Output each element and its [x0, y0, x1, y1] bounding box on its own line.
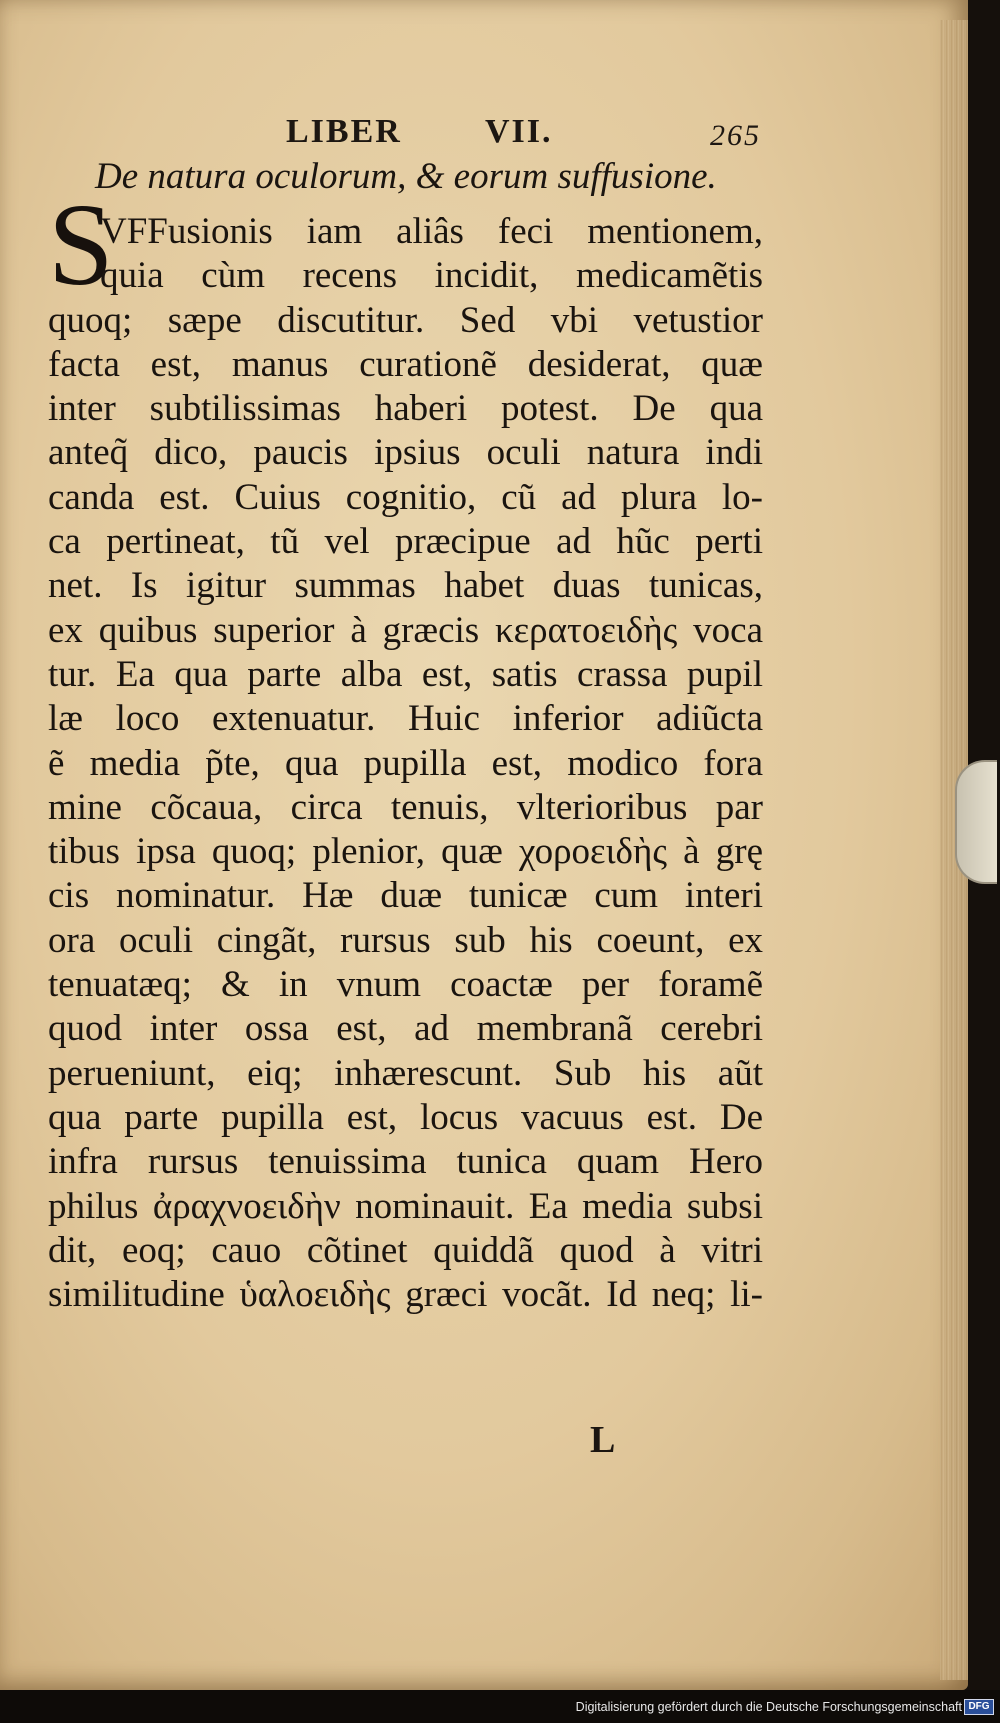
dfg-logo-icon: DFG	[964, 1699, 994, 1715]
text-line: cis nominatur. Hæ duæ tunicæ cum interi	[48, 875, 763, 917]
text-line: ora oculi cingãt, rursus sub his coeunt, ex	[48, 919, 763, 961]
text-line: perueniunt, eiq; inhærescunt. Sub his aũt	[48, 1052, 763, 1094]
text-line: ẽ media p̃te, qua pupilla est, modico fora	[48, 742, 763, 784]
running-header	[0, 113, 968, 153]
text-line: ca pertineat, tũ vel præcipue ad hũc perti	[48, 521, 763, 563]
text-line: inter subtilissimas haberi potest. De qua	[48, 388, 763, 430]
text-line: similitudine ὑαλοειδὴς græci vocãt. Id neq; li-	[48, 1274, 763, 1316]
text-line: infra rursus tenuissima tunica quam Hero	[48, 1141, 763, 1183]
chapter-heading: De natura oculorum, & eorum suffusione.	[95, 156, 717, 197]
text-line: quoq; sæpe discutitur. Sed vbi vetustior	[48, 299, 763, 341]
text-line: anteq̃ dico, paucis ipsius oculi natura indi	[48, 432, 763, 474]
text-line: net. Is igitur summas habet duas tunicas,	[48, 565, 763, 607]
catchword-signature: L	[590, 1419, 616, 1461]
text-line: tur. Ea qua parte alba est, satis crassa pupil	[48, 653, 763, 695]
text-line: canda est. Cuius cognitio, cũ ad plura lo-	[48, 476, 763, 518]
funding-note: Digitalisierung gefördert durch die Deutsche Forschungsgemeinschaft	[575, 1700, 962, 1714]
text-line: ex quibus superior à græcis κερατοειδὴς voca	[48, 609, 763, 651]
body-text	[48, 210, 763, 1317]
text-line: quod inter ossa est, ad membranã cerebri	[48, 1008, 763, 1050]
text-line: facta est, manus curationẽ desiderat, quæ	[48, 343, 763, 385]
text-line: dit, eoq; cauo cõtinet quiddã quod à vitri	[48, 1229, 763, 1271]
page-clip-tab	[955, 760, 997, 884]
running-header-liber: LIBER	[286, 113, 402, 150]
text-line: tibus ipsa quoq; plenior, quæ χοροειδὴς à grę	[48, 831, 763, 873]
text-line: philus ἀραχνοειδὴν nominauit. Ea media subsi	[48, 1185, 763, 1227]
text-line: mine cõcaua, circa tenuis, vlterioribus par	[48, 786, 763, 828]
text-line: læ loco extenuatur. Huic inferior adiũcta	[48, 698, 763, 740]
text-line: quia cùm recens incidit, medicamẽtis	[100, 255, 763, 297]
folio-number: 265	[710, 119, 761, 152]
text-line: tenuatæq; & in vnum coactæ per foramẽ	[48, 964, 763, 1006]
running-header-book-number: VII.	[485, 113, 553, 150]
drop-cap: S	[48, 179, 114, 310]
text-line: qua parte pupilla est, locus vacuus est. De	[48, 1096, 763, 1138]
text-line: VFFusionis iam aliâs feci mentionem,	[100, 211, 763, 252]
